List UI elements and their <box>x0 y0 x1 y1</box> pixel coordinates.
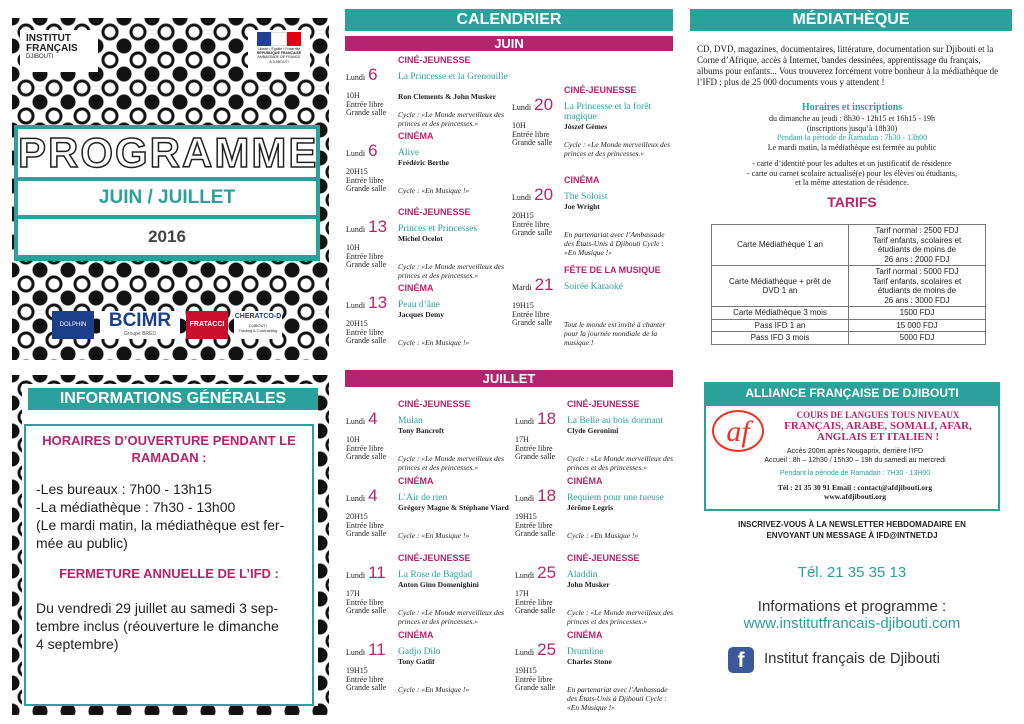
tarif-row <box>712 266 986 307</box>
event-cycle: Cycle : «En Musique !» <box>398 685 470 694</box>
event-day <box>515 563 557 582</box>
event-title: La Rose de Bagdad <box>398 570 473 580</box>
event-category: CINÉ-JEUNESSE <box>567 399 640 409</box>
tarif-price-line: 15 000 FDJ <box>896 320 938 330</box>
event-title: Alive <box>398 148 420 158</box>
hours-line1: -Les bureaux : 7h00 - 13h15 <box>36 481 212 497</box>
event-info-line: Entrée libre <box>346 520 384 530</box>
af-logo-icon: af <box>712 410 764 452</box>
event-date: 20 <box>534 185 554 204</box>
media-req3: et la même attestation de résidence. <box>795 178 909 187</box>
event-info-line: Entrée libre <box>346 251 384 261</box>
event-title: Soirée Karaoké <box>564 282 623 292</box>
event-director: Michel Ocelot <box>398 234 443 243</box>
af-details <box>710 447 1000 501</box>
event-cycle: Cycle : «En Musique !» <box>398 531 470 540</box>
tarif-price-line: 5000 FDJ <box>899 333 935 342</box>
event-title: La Princesse et la Grenouille <box>398 72 508 82</box>
event-category: CINÉ-JEUNESSE <box>564 85 637 95</box>
event-info-line: 10H <box>346 91 360 100</box>
infos-body <box>24 424 314 706</box>
footer-info: Informations et programme : <box>757 598 947 615</box>
event-day <box>346 141 378 160</box>
event-info-line: 17H <box>515 435 529 444</box>
event-info-line: Grande salle <box>346 606 387 615</box>
fratacci-logo: FRATACCI <box>186 311 228 339</box>
event-date: 11 <box>368 640 386 659</box>
event-director: Tony Gatlif <box>398 657 435 666</box>
af-title: ALLIANCE FRANÇAISE DE DJIBOUTI <box>704 382 1000 404</box>
event-info-line: Grande salle <box>515 529 556 538</box>
tarif-label-line: Pass IFD 1 an <box>754 320 806 330</box>
hours-line3: (Le mardi matin, la médiathèque est fer- <box>36 517 285 533</box>
tarif-price <box>849 266 986 307</box>
event-info-line: 20H15 <box>512 211 534 220</box>
event-info-line: Grande salle <box>515 606 556 615</box>
event-cycle: Tout le monde est invité à chanter pour la journée mondiale de la musique ! <box>564 320 666 347</box>
calendar-event <box>515 554 675 624</box>
tarif-price-line: 1500 FDJ <box>899 308 935 317</box>
tarif-price-line: 26 ans : 2000 FDJ <box>884 254 950 264</box>
calendar-event <box>512 265 672 347</box>
event-info-line: Grande salle <box>515 452 556 461</box>
event-director: Clyde Geronimi <box>567 426 619 435</box>
bcimr-sub: Groupe BRED <box>124 331 156 337</box>
rf-line4: À DJIBOUTI <box>269 59 289 64</box>
infos-title: INFORMATIONS GÉNÉRALES <box>28 388 318 410</box>
event-info <box>515 667 565 693</box>
bcimr-logo <box>100 311 180 339</box>
june-title: JUIN <box>345 36 673 51</box>
event-weekday: Lundi <box>346 648 366 657</box>
event-category: CINÉ-JEUNESSE <box>398 553 471 563</box>
tarif-label-line: Pass IFD 3 mois <box>750 333 810 342</box>
event-director: Jacques Demy <box>398 310 445 319</box>
event-cycle: Cycle : «En Musique !» <box>398 338 470 347</box>
rf-line2: RÉPUBLIQUE FRANÇAISE <box>256 51 302 56</box>
cheratco-sub2: Trading & Contracting <box>238 328 278 333</box>
event-director: Frédéric Berthe <box>398 158 450 167</box>
af-courses <box>762 410 994 443</box>
event-day <box>512 185 554 204</box>
event-category: CINÉMA <box>567 476 603 486</box>
tarif-price <box>849 319 986 332</box>
event-category: CINÉ-JEUNESSE <box>398 55 471 65</box>
closing-title: FERMETURE ANNUELLE DE L’IFD : <box>59 566 279 581</box>
event-info-line: Entrée libre <box>346 443 384 453</box>
tarif-label <box>712 307 849 320</box>
dolphin-logo: DOLPHIN <box>52 311 94 339</box>
footer-url[interactable]: www.institutfrancais-djibouti.com <box>743 615 961 632</box>
event-category: CINÉMA <box>398 283 434 293</box>
event-category: CINÉMA <box>564 175 600 185</box>
cheratco-logo <box>234 311 282 339</box>
event-info-line: Grande salle <box>346 336 387 345</box>
hours-title: HORAIRES D’OUVERTURE PENDANT LE RAMADAN : <box>42 433 296 465</box>
media-hours1: du dimanche au jeudi : 8h30 - 12h15 et 16h15 - 19h <box>769 114 935 123</box>
programme-year: 2016 <box>18 219 316 255</box>
event-info-line: Entrée libre <box>512 129 550 139</box>
event-info-line: Entrée libre <box>346 327 384 337</box>
event-info-line: Grande salle <box>512 318 553 327</box>
calendar-event <box>346 400 506 470</box>
event-info <box>346 590 396 616</box>
calendar-event <box>515 400 675 470</box>
institut-logo <box>20 30 98 72</box>
event-weekday: Lundi <box>346 73 366 82</box>
event-day <box>346 65 378 84</box>
event-category: CINÉ-JEUNESSE <box>398 207 471 217</box>
calendar-event <box>346 284 506 354</box>
event-weekday: Mardi <box>512 283 532 292</box>
event-info <box>346 168 396 194</box>
event-director: Tony Bancroft <box>398 426 445 435</box>
republique-logo <box>248 30 310 72</box>
event-cycle: Cycle : «Le Monde merveilleux des princes et des princesses.» <box>567 454 673 472</box>
calendar-event <box>512 175 672 257</box>
af-ramadan: Pendant la période de Ramadan : 7H30 - 13H00 <box>779 470 931 477</box>
event-info <box>512 122 562 148</box>
event-info <box>515 436 565 462</box>
event-date: 4 <box>368 409 378 428</box>
event-category: CINÉMA <box>398 630 434 640</box>
closing-line2: tembre inclus (réouverture le dimanche <box>36 618 279 634</box>
event-info-line: 10H <box>346 243 360 252</box>
event-cycle: Cycle : «En Musique !» <box>398 186 470 195</box>
event-day <box>346 293 388 312</box>
event-weekday: Lundi <box>346 149 366 158</box>
event-info-line: Grande salle <box>346 260 387 269</box>
af-line1: COURS DE LANGUES TOUS NIVEAUX <box>796 410 960 420</box>
programme-dates: JUIN / JUILLET <box>18 181 316 215</box>
media-tuesday: Le mardi matin, la médiathèque est fermée au public <box>767 142 937 152</box>
media-hours <box>697 101 1007 188</box>
event-cycle: Cycle : «En Musique !» <box>567 531 639 540</box>
event-weekday: Lundi <box>346 225 366 234</box>
institut-line3: DJIBOUTI <box>26 54 54 60</box>
event-category: CINÉ-JEUNESSE <box>398 399 471 409</box>
event-title: Drumline <box>567 647 604 657</box>
calendar-event <box>515 477 675 547</box>
event-day <box>346 563 386 582</box>
bcimr-name: BCIMR <box>108 310 172 331</box>
facebook-label[interactable]: Institut français de Djibouti <box>764 650 940 667</box>
media-hours2: (inscriptions jusqu’à 18h30) <box>806 123 898 133</box>
tarif-label-line: Carte Médiathèque 1 an <box>737 240 823 250</box>
facebook-icon[interactable]: f <box>728 647 754 673</box>
event-title: Mulan <box>398 416 423 426</box>
media-title: MÉDIATHÈQUE <box>690 9 1012 31</box>
event-info-line: Entrée libre <box>346 99 384 109</box>
hours-line4: mée au public) <box>36 535 128 551</box>
programme-box <box>14 125 320 261</box>
event-date: 25 <box>537 640 557 659</box>
af-address: Accès 200m après Nougaprix, derrière l’IFD <box>786 448 924 455</box>
event-director: Joe Wright <box>564 202 600 211</box>
calendar-event <box>346 554 506 624</box>
event-cycle: En partenariat avec l’Ambassade des États-Unis à Djibouti Cycle : «En Musique !» <box>564 230 665 257</box>
tarif-row <box>712 307 986 320</box>
event-date: 11 <box>368 563 386 582</box>
event-title: Gadjo Dilo <box>398 647 441 657</box>
tarif-price-line: Tarif normal : 5000 FDJ <box>875 267 959 276</box>
calendar-event <box>346 56 506 126</box>
af-hours: Accueil : 8h – 12h30 / 15h30 – 19h du samedi au mercredi <box>764 457 946 464</box>
event-cycle: Cycle : «Le Monde merveilleux des princes et des princesses.» <box>398 454 504 472</box>
tarif-row <box>712 332 986 345</box>
event-info-line: Grande salle <box>346 529 387 538</box>
event-info-line: Entrée libre <box>515 674 553 684</box>
event-info-line: 20H15 <box>346 319 368 328</box>
event-weekday: Lundi <box>346 301 366 310</box>
institut-line1: INSTITUT <box>26 33 71 44</box>
calendar-event <box>346 132 506 202</box>
tarif-price <box>849 225 986 266</box>
media-ramadan: Pendant la période de Ramadan : 7h30 - 13h00 <box>776 133 928 142</box>
tarif-price-line: Tarif enfants, scolaires et <box>872 235 962 245</box>
event-info-line: Grande salle <box>346 108 387 117</box>
event-title: La Belle au bois dormant <box>567 416 664 426</box>
event-weekday: Lundi <box>346 417 366 426</box>
tarif-price-line: Tarif enfants, scolaires et <box>872 276 962 286</box>
event-info <box>346 92 396 118</box>
event-weekday: Lundi <box>512 193 532 202</box>
af-web[interactable]: www.afdjibouti.org <box>823 492 887 501</box>
tarif-row <box>712 225 986 266</box>
tarif-price <box>849 307 986 320</box>
event-info <box>346 244 396 270</box>
event-day <box>515 640 557 659</box>
event-info <box>346 320 396 346</box>
calendar-event <box>512 86 672 156</box>
july-title: JUILLET <box>345 370 673 387</box>
event-director: Jérôme Legris <box>567 503 614 512</box>
event-date: 4 <box>368 486 378 505</box>
tarifs-title: TARIFS <box>827 194 877 210</box>
event-info <box>515 590 565 616</box>
tarif-label-line: DVD 1 an <box>762 286 798 295</box>
media-req2: - carte ou carnet scolaire actualisé(e) pour les élèves ou étudiants, <box>747 168 957 178</box>
event-title: Requiem pour une tueuse <box>567 493 664 503</box>
event-info-line: 19H15 <box>515 666 537 675</box>
event-weekday: Lundi <box>346 494 366 503</box>
event-director: Ron Clements & John Musker <box>398 92 496 101</box>
event-day <box>346 486 378 505</box>
event-date: 25 <box>537 563 557 582</box>
rf-line3: AMBASSADE DE FRANCE <box>257 55 301 60</box>
tarif-label-line: Carte Médiathèque 3 mois <box>733 308 827 317</box>
event-date: 13 <box>368 217 388 236</box>
calendar-title: CALENDRIER <box>345 9 673 31</box>
event-director: Charles Stone <box>567 657 612 666</box>
event-info <box>346 667 396 693</box>
media-hours-title: Horaires et inscriptions <box>801 102 903 113</box>
event-info-line: Grande salle <box>346 452 387 461</box>
event-weekday: Lundi <box>515 648 535 657</box>
event-info-line: Grande salle <box>346 683 387 692</box>
event-info-line: Entrée libre <box>512 309 550 319</box>
event-cycle: Cycle : «Le Monde merveilleux des princes et des princesses.» <box>567 608 673 626</box>
tarif-label <box>712 266 849 307</box>
cheratco-sub1: DJIBOUTI <box>248 323 268 328</box>
newsletter-line2: ENVOYANT UN MESSAGE À IFD@INTNET.DJ <box>766 531 938 540</box>
event-info-line: 17H <box>515 589 529 598</box>
event-title: L’Air de rien <box>398 493 448 503</box>
event-info-line: Grande salle <box>512 138 553 147</box>
cheratco-name: CHERATCO-D <box>234 313 282 320</box>
event-cycle: Cycle : «Le Monde merveilleux des princes et des princesses.» <box>564 140 670 158</box>
event-category: FÊTE DE LA MUSIQUE <box>564 265 661 275</box>
media-intro: CD, DVD, magazines, documentaires, littérature, documentation sur Djibouti et la Corne d’Afrique, accès à Internet, bandes dessinées, apprentissage du français, albums pour enfants... Vous trouverez forcément votre bonheur à la médiathèque de l’IFD ; plus de 25 000 documents vous y attendent ! <box>697 44 999 87</box>
event-title: The Soloist <box>564 192 608 202</box>
event-weekday: Lundi <box>512 103 532 112</box>
programme-title: PROGRAMME <box>18 129 319 176</box>
footer-tel: Tél. 21 35 35 13 <box>797 564 907 581</box>
tarif-price <box>849 332 986 345</box>
event-info-line: 20H15 <box>346 512 368 521</box>
event-info-line: Grande salle <box>512 228 553 237</box>
event-info-line: 19H15 <box>515 512 537 521</box>
event-title: Princes et Princesses <box>398 224 478 234</box>
event-title: Aladdin <box>567 570 598 580</box>
event-day <box>515 486 557 505</box>
event-cycle: En partenariat avec l’Ambassade des États-Unis à Djibouti Cycle : «En Musique !» <box>567 685 668 712</box>
event-category: CINÉMA <box>567 630 603 640</box>
rf-line1: Liberté • Égalité • Fraternité <box>257 47 301 51</box>
af-line2: FRANÇAIS, ARABE, SOMALI, AFAR, <box>784 420 972 432</box>
newsletter-line1: INSCRIVEZ-VOUS À LA NEWSLETTER HEBDOMADAIRE EN <box>738 520 966 529</box>
event-cycle: Cycle : «Le Monde merveilleux des princes et des princesses.» <box>398 262 504 280</box>
event-info-line: 10H <box>346 435 360 444</box>
event-info-line: 17H <box>346 589 360 598</box>
tarifs-table <box>711 224 986 345</box>
event-day <box>515 409 557 428</box>
event-day <box>346 409 378 428</box>
calendar-event <box>346 631 506 701</box>
sponsor-strip <box>52 310 302 340</box>
af-line3: ANGLAIS ET ITALIEN ! <box>816 431 940 443</box>
calendar-event <box>515 630 675 712</box>
event-weekday: Lundi <box>346 571 366 580</box>
event-info-line: Entrée libre <box>515 443 553 453</box>
event-date: 18 <box>537 409 557 428</box>
event-info <box>512 302 562 328</box>
event-info-line: Grande salle <box>515 683 556 692</box>
event-info <box>346 436 396 462</box>
event-info-line: Entrée libre <box>512 219 550 229</box>
media-req1: - carte d’identité pour les adultes et un justificatif de résidence <box>752 159 952 168</box>
tarif-label <box>712 225 849 266</box>
event-info <box>512 212 562 238</box>
event-weekday: Lundi <box>515 571 535 580</box>
event-day <box>346 217 388 236</box>
event-info <box>346 513 396 539</box>
event-date: 6 <box>368 141 378 160</box>
event-date: 13 <box>368 293 388 312</box>
closing-line3: 4 septembre) <box>36 636 119 652</box>
event-cycle: Cycle : «Le Monde merveilleux des princes et des princesses.» <box>398 110 504 128</box>
event-category: CINÉMA <box>398 476 434 486</box>
event-info-line: Entrée libre <box>346 175 384 185</box>
event-date: 20 <box>534 95 554 114</box>
event-date: 21 <box>534 275 554 294</box>
tarif-label <box>712 332 849 345</box>
event-director: Anton Gino Domenighini <box>398 580 479 589</box>
event-info-line: Entrée libre <box>515 520 553 530</box>
event-info-line: Entrée libre <box>515 597 553 607</box>
tarif-price-line: Tarif normal : 2500 FDJ <box>875 226 959 235</box>
calendar-event <box>346 208 506 278</box>
tarif-row <box>712 319 986 332</box>
event-info-line: 20H15 <box>346 167 368 176</box>
closing-line1: Du vendredi 29 juillet au samedi 3 sep- <box>36 600 279 616</box>
event-weekday: Lundi <box>515 417 535 426</box>
calendar-event <box>346 476 509 547</box>
event-weekday: Lundi <box>515 494 535 503</box>
event-info-line: Entrée libre <box>346 674 384 684</box>
tarif-label-line: Carte Médiathèque + prêt de <box>728 276 832 286</box>
event-title: La Princesse et la forêt magique <box>564 102 652 122</box>
event-info <box>515 513 565 539</box>
event-info-line: 19H15 <box>346 666 368 675</box>
tarif-price-line: étudiants de moins de <box>877 245 957 254</box>
event-day <box>512 275 554 294</box>
event-category: CINÉMA <box>398 131 434 141</box>
tarif-price-line: 26 ans : 3000 FDJ <box>884 295 950 305</box>
event-date: 18 <box>537 486 557 505</box>
event-director: John Musker <box>567 580 610 589</box>
tarif-price-line: étudiants de moins de <box>877 286 957 295</box>
hours-line2: -La médiathèque : 7h30 - 13h00 <box>36 499 236 515</box>
event-title: Peau d’âne <box>398 300 440 310</box>
event-director: Grégory Magne & Stéphane Viard <box>398 503 509 512</box>
event-category: CINÉ-JEUNESSE <box>567 553 640 563</box>
event-day <box>346 640 386 659</box>
tarif-label <box>712 319 849 332</box>
event-date: 6 <box>368 65 378 84</box>
event-info-line: 19H15 <box>512 301 534 310</box>
event-info-line: Grande salle <box>346 184 387 193</box>
institut-line2: FRANÇAIS <box>26 43 78 54</box>
event-info-line: Entrée libre <box>346 597 384 607</box>
event-cycle: Cycle : «Le Monde merveilleux des princes et des princesses.» <box>398 608 504 626</box>
event-info-line: 10H <box>512 121 526 130</box>
flag-icon <box>257 32 301 46</box>
event-director: Jószef Gémes <box>564 122 608 131</box>
event-day <box>512 95 554 114</box>
newsletter <box>697 519 1007 541</box>
af-tel: Tél : 21 35 30 91 Email : contact@afdjibouti.org <box>777 483 933 492</box>
